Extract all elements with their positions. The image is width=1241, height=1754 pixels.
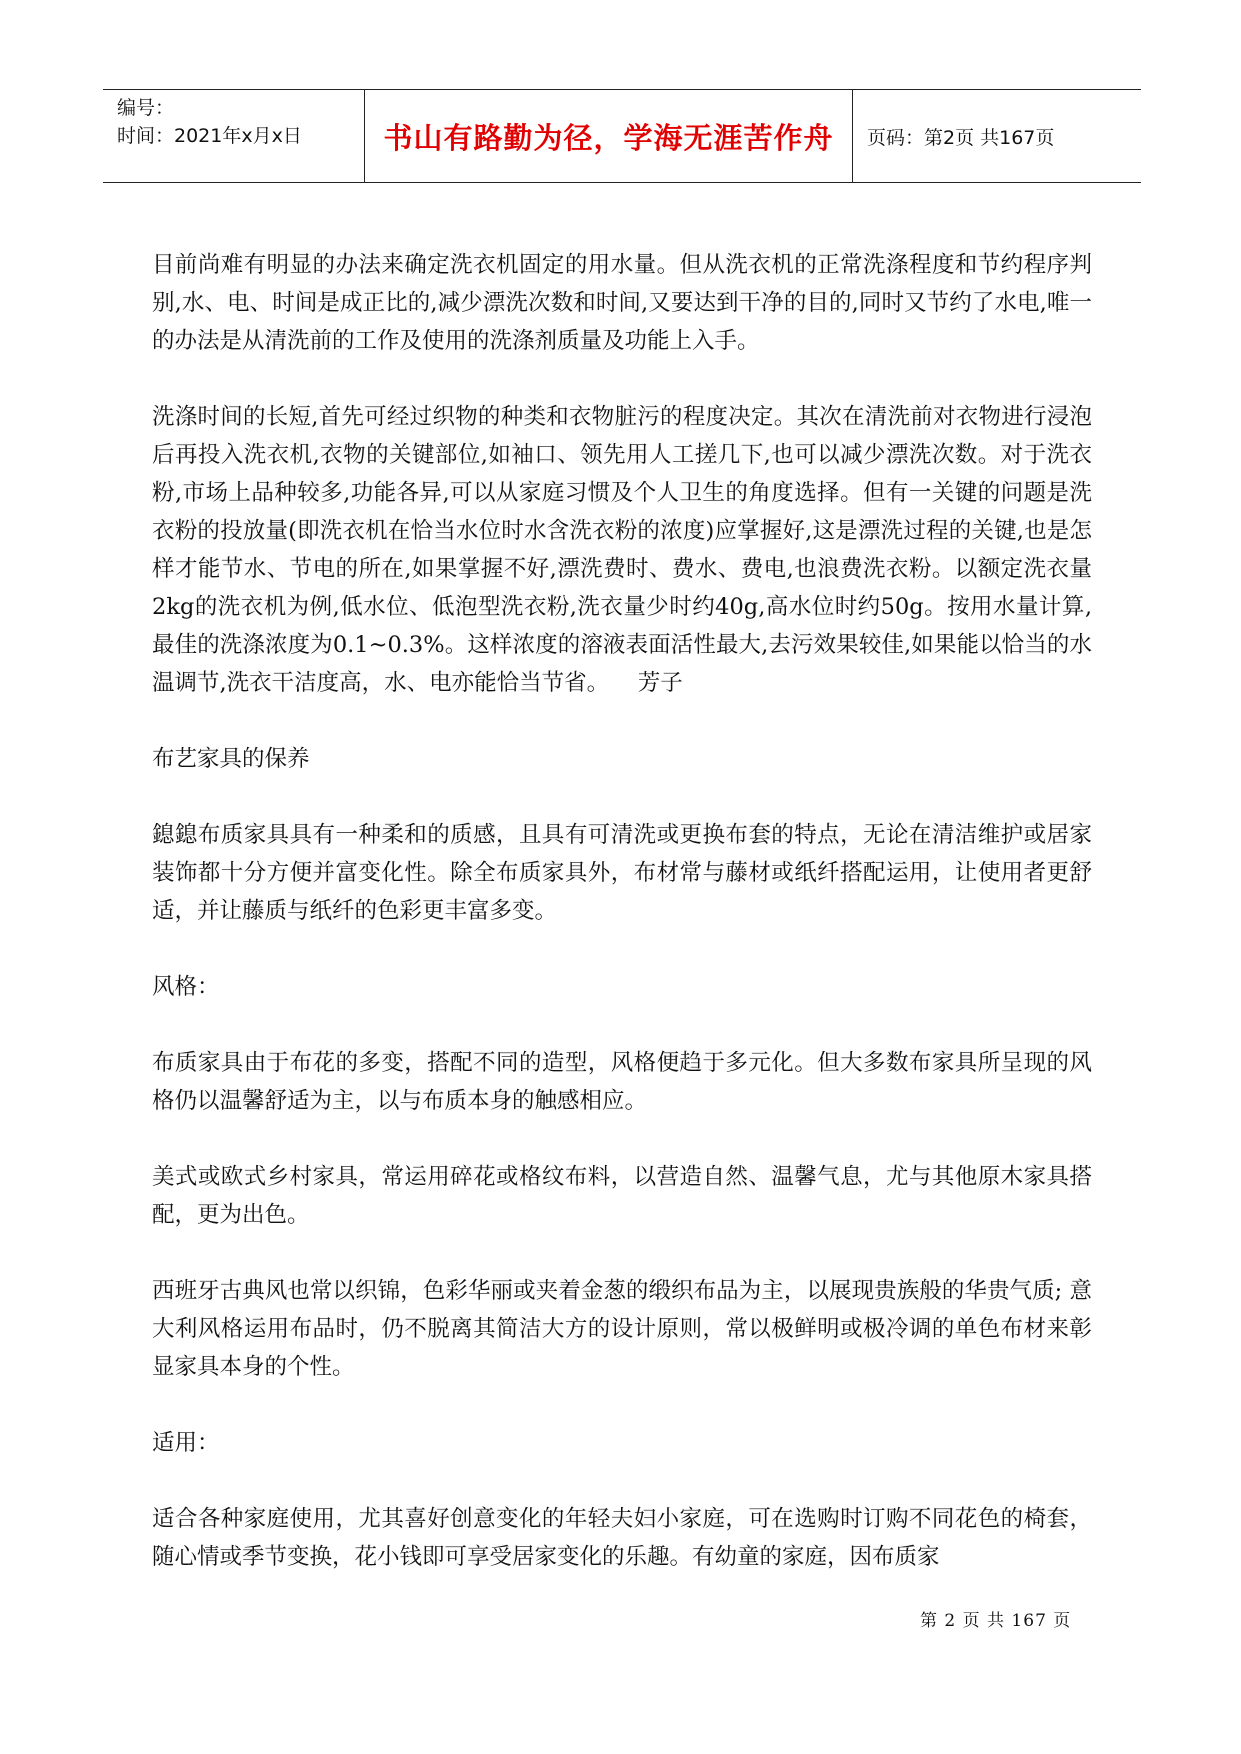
- paragraph: 洗涤时间的长短,首先可经过织物的种类和衣物脏污的程度决定。其次在清洗前对衣物进行浸泡后再投入洗衣机,衣物的关键部位,如袖口、领先用人工搓几下,也可以减少漂洗次数。对于洗衣粉,市场上品种较多,功能各异,可以从家庭习惯及个人卫生的角度选择。但有一关键的问题是洗衣粉的投放量(即洗衣机在恰当水位时水含洗衣粉的浓度)应掌握好,这是漂洗过程的关键,也是怎样才能节水、节电的所在,如果掌握不好,漂洗费时、费水、费电,也浪费洗衣粉。以额定洗衣量2kg的洗衣机为例,低水位、低泡型洗衣粉,洗衣量少时约40g,高水位时约50g。按用水量计算,最佳的洗涤浓度为0.1~0.3%。这样浓度的溶液表面活性最大,去污效果较佳,如果能以恰当的水温调节,洗衣干洁度高，水、电亦能恰当节省。 芳子: [152, 404, 1092, 696]
- paragraph: 目前尚难有明显的办法来确定洗衣机固定的用水量。但从洗衣机的正常洗涤程度和节约程序判别,水、电、时间是成正比的,减少漂洗次数和时间,又要达到干净的目的,同时又节约了水电,唯一的办法是从清洗前的工作及使用的洗涤剂质量及功能上入手。: [152, 252, 1092, 354]
- header-page-label: 页码：第2页 共167页: [867, 126, 1055, 149]
- paragraph: 适合各种家庭使用，尤其喜好创意变化的年轻夫妇小家庭，可在选购时订购不同花色的椅套，随心情或季节变换，花小钱即可享受居家变化的乐趣。有幼童的家庭，因布质家: [152, 1506, 1092, 1570]
- header-motto: 书山有路勤为径，学海无涯苦作舟: [383, 120, 834, 155]
- paragraph: 美式或欧式乡村家具，常运用碎花或格纹布料，以营造自然、温馨气息，尤与其他原木家具搭配，更为出色。: [152, 1164, 1092, 1228]
- page-header: [103, 89, 1141, 183]
- paragraph: 鎴鎴布质家具具有一种柔和的质感，且具有可清洗或更换布套的特点，无论在清洁维护或居家装饰都十分方便并富变化性。除全布质家具外，布材常与藤材或纸纤搭配运用，让使用者更舒适，并让藤质与纸纤的色彩更丰富多变。: [152, 822, 1092, 924]
- header-left-cell: [103, 90, 365, 182]
- subheading-style: 风格：: [152, 974, 220, 1000]
- paragraph: 布质家具由于布花的多变，搭配不同的造型，风格便趋于多元化。但大多数布家具所呈现的风格仍以温馨舒适为主，以与布质本身的触感相应。: [152, 1050, 1092, 1114]
- header-motto-cell: [365, 90, 853, 182]
- document-number-label: 编号：: [117, 97, 175, 119]
- paragraph: 西班牙古典风也常以织锦，色彩华丽或夹着金葱的缎织布品为主，以展现贵族般的华贵气质; 意大利风格运用布品时，仍不脱离其简洁大方的设计原则，常以极鲜明或极冷调的单色布材来彰显家具本身的个性。: [152, 1278, 1092, 1380]
- section-heading: 布艺家具的保养: [152, 746, 310, 772]
- document-body: [152, 246, 1092, 1614]
- header-right-cell: [853, 90, 1141, 182]
- document-time-label: 时间：2021年x月x日: [117, 125, 302, 147]
- page-footer: 第 2 页 共 167 页: [920, 1611, 1072, 1631]
- subheading-usage: 适用：: [152, 1430, 220, 1456]
